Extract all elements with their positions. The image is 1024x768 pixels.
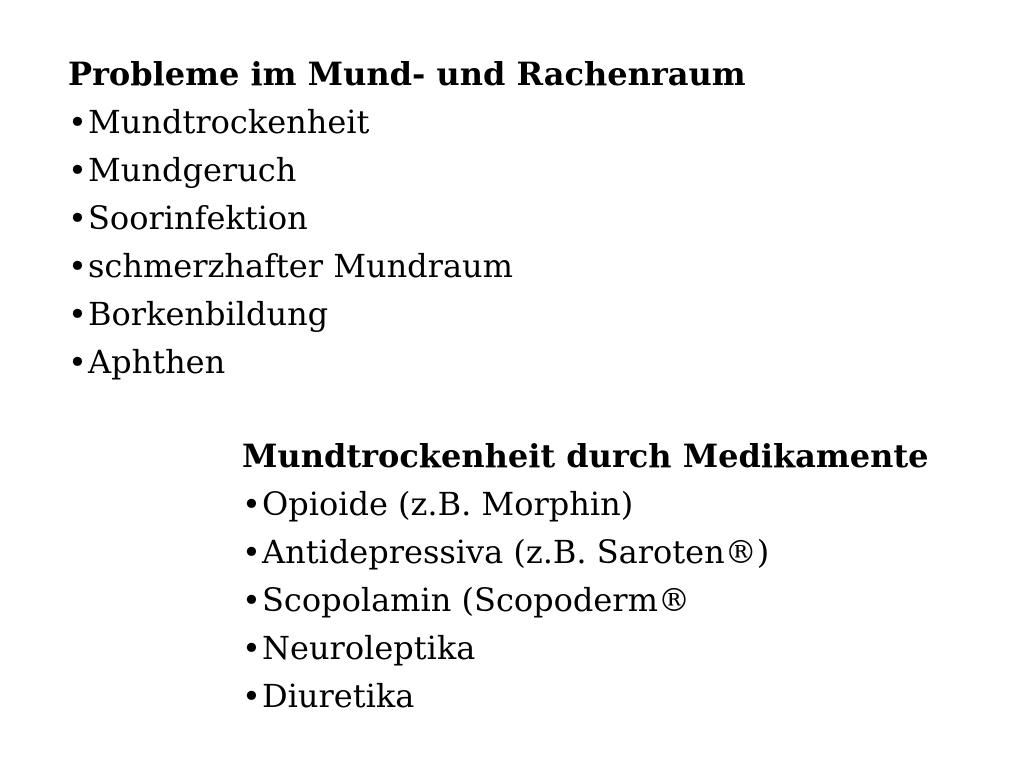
list-item <box>242 624 929 672</box>
bullet-icon: • <box>68 199 87 237</box>
list-item-text: Opioide (z.B. Morphin) <box>262 485 634 523</box>
section-heading: Probleme im Mund- und Rachenraum <box>68 55 746 93</box>
list-item <box>68 194 746 242</box>
list-item-text: Aphthen <box>88 343 226 381</box>
list-item <box>242 480 929 528</box>
bullet-icon: • <box>68 343 87 381</box>
list-item-text: Scopolamin (Scopoderm® <box>262 581 690 619</box>
bullet-list <box>242 480 929 720</box>
section-mouth-problems <box>68 50 746 386</box>
section-medication-dry-mouth <box>242 432 929 720</box>
bullet-icon: • <box>68 247 87 285</box>
list-item <box>242 576 929 624</box>
list-item <box>68 290 746 338</box>
list-item-text: schmerzhafter Mundraum <box>88 247 513 285</box>
list-item <box>242 528 929 576</box>
list-item <box>68 98 746 146</box>
bullet-icon: • <box>68 151 87 189</box>
bullet-icon: • <box>242 677 261 715</box>
list-item-text: Antidepressiva (z.B. Saroten®) <box>262 533 770 571</box>
bullet-icon: • <box>68 103 87 141</box>
bullet-icon: • <box>68 295 87 333</box>
list-item-text: Neuroleptika <box>262 629 476 667</box>
list-item <box>68 146 746 194</box>
list-item-text: Diuretika <box>262 677 415 715</box>
list-item <box>68 242 746 290</box>
bullet-icon: • <box>242 533 261 571</box>
list-item-text: Borkenbildung <box>88 295 329 333</box>
list-item <box>242 672 929 720</box>
list-item-text: Mundtrockenheit <box>88 103 370 141</box>
list-item-text: Soorinfektion <box>88 199 308 237</box>
bullet-list <box>68 98 746 386</box>
list-item <box>68 338 746 386</box>
bullet-icon: • <box>242 629 261 667</box>
bullet-icon: • <box>242 485 261 523</box>
bullet-icon: • <box>242 581 261 619</box>
list-item-text: Mundgeruch <box>88 151 297 189</box>
section-heading: Mundtrockenheit durch Medikamente <box>242 437 929 475</box>
